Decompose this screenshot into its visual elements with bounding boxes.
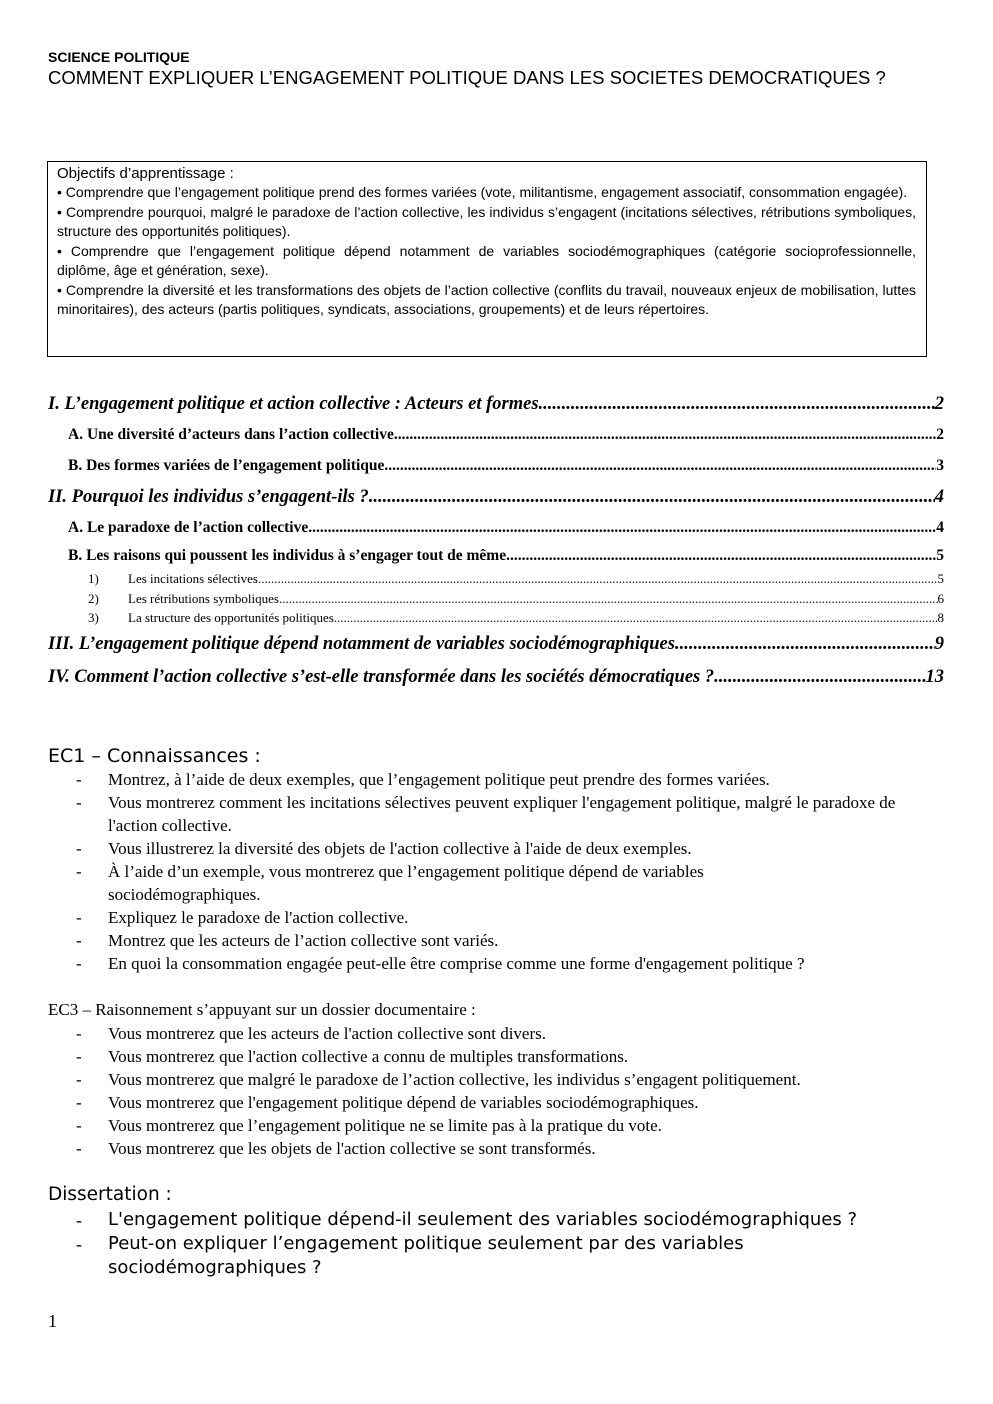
toc-entry-label: La structure des opportunités politiques <box>128 610 334 625</box>
list-dash: - <box>76 862 82 881</box>
toc-leader <box>675 631 935 658</box>
question-text: Montrez, à l’aide de deux exemples, que l’engagement politique peut prendre des formes variées. <box>108 770 770 789</box>
list-item <box>48 1068 948 1091</box>
dissertation-heading: Dissertation : <box>48 1184 172 1205</box>
page-number: 1 <box>48 1311 57 1331</box>
toc-leader <box>539 391 935 418</box>
question-text: Peut-on expliquer l’engagement politique seulement par des variables sociodémographiques ? <box>108 1233 744 1278</box>
question-text: En quoi la consommation engagée peut-elle être comprise comme une forme d'engagement politique ? <box>108 954 805 973</box>
question-text: Vous montrerez que malgré le paradoxe de l’action collective, les individus s’engagent politiquement. <box>108 1070 801 1089</box>
list-item <box>48 791 948 837</box>
question-text: Montrez que les acteurs de l’action collective sont variés. <box>108 931 499 950</box>
list-item <box>48 768 948 791</box>
list-dash: - <box>76 908 82 927</box>
question-text: Vous montrerez que les objets de l'action collective se sont transformés. <box>108 1139 596 1158</box>
toc-page-number: 4 <box>936 519 944 536</box>
toc-entry-label: Les incitations sélectives <box>128 571 258 586</box>
toc-entry-number: 2) <box>88 590 99 606</box>
question-text: Vous montrerez que l'engagement politique dépend de variables sociodémographiques. <box>108 1093 699 1112</box>
ec3-heading: EC3 – Raisonnement s’appuyant sur un dossier documentaire : <box>48 1000 476 1019</box>
toc-entry-label: IV. Comment l’action collective s’est-elle transformée dans les sociétés démocratiques ? <box>48 667 715 687</box>
question-text: L'engagement politique dépend-il seulement des variables sociodémographiques ? <box>108 1209 858 1230</box>
toc-entry-label: B. Des formes variées de l’engagement politique <box>68 457 385 474</box>
toc-entry-label: A. Le paradoxe de l’action collective <box>68 519 309 536</box>
list-item <box>48 906 948 929</box>
toc-page-number: 6 <box>937 590 944 606</box>
question-text: Vous montrerez comment les incitations sélectives peuvent expliquer l'engagement politique, malgré le paradoxe de l'action collective. <box>108 793 896 835</box>
objectives-box <box>47 161 927 357</box>
list-dash: - <box>76 1234 82 1254</box>
list-item <box>48 1137 948 1160</box>
toc-entry-subsection-2[interactable] <box>48 589 944 609</box>
toc-leader <box>506 546 936 566</box>
toc-page-number: 8 <box>937 610 944 625</box>
toc-page-number: 5 <box>937 571 944 586</box>
toc-entry-number: 3) <box>88 610 99 625</box>
list-dash: - <box>76 931 82 950</box>
list-dash: - <box>76 1047 82 1066</box>
toc-page-number: 2 <box>936 426 944 443</box>
toc-entry-label: B. Les raisons qui poussent les individus à s’engager tout de même <box>68 547 507 564</box>
list-dash: - <box>76 954 82 973</box>
subject-label: SCIENCE POLITIQUE <box>48 49 190 65</box>
objective-item: • Comprendre la diversité et les transformations des objets de l’action collective (conflits du travail, nouveaux enjeux de mobilisation, luttes minoritaires), des acteurs (partis politiques, syndicats, associations, groupements) et de leurs répertoires. <box>57 281 916 317</box>
question-text: Vous montrerez que l’engagement politique ne se limite pas à la pratique du vote. <box>108 1116 662 1135</box>
toc-entry-label: I. L’engagement politique et action collective : Acteurs et formes <box>48 394 539 414</box>
objectives-heading: Objectifs d’apprentissage : <box>57 165 234 182</box>
toc-leader <box>258 569 938 588</box>
table-of-contents <box>48 391 944 695</box>
dissertation-question-list <box>48 1208 948 1280</box>
toc-entry-section-2[interactable] <box>48 484 944 515</box>
toc-page-number: 4 <box>934 487 944 507</box>
toc-page-number: 13 <box>925 667 944 687</box>
toc-leader <box>308 515 936 541</box>
list-dash: - <box>76 1139 82 1158</box>
question-text: Expliquez le paradoxe de l'action collective. <box>108 908 409 927</box>
toc-entry-subsection-1[interactable] <box>48 569 944 589</box>
toc-page-number: 5 <box>936 547 944 564</box>
objective-item: • Comprendre que l’engagement politique prend des formes variées (vote, militantisme, engagement associatif, consommation engagée). <box>57 184 908 200</box>
toc-page-number: 3 <box>936 457 944 474</box>
toc-leader <box>394 422 936 448</box>
list-item <box>48 1232 948 1280</box>
list-dash: - <box>76 1116 82 1135</box>
toc-entry-subsection-3[interactable] <box>48 608 944 631</box>
toc-leader <box>714 664 925 691</box>
list-dash: - <box>76 1210 82 1230</box>
toc-leader <box>384 453 936 479</box>
toc-entry-label: III. L’engagement politique dépend notamment de variables sociodémographiques <box>48 634 675 654</box>
toc-entry-label: A. Une diversité d’acteurs dans l’action collective <box>68 426 394 443</box>
toc-entry-section-3[interactable] <box>48 631 944 664</box>
toc-entry-label: II. Pourquoi les individus s’engagent-ils ? <box>48 487 369 507</box>
ec3-question-list <box>48 1022 948 1160</box>
list-item <box>48 929 948 952</box>
toc-page-number: 9 <box>934 634 944 654</box>
toc-entry-section-1b[interactable] <box>48 453 944 484</box>
objective-item: • Comprendre pourquoi, malgré le paradoxe de l’action collective, les individus s’engagent (incitations sélectives, rétributions symboliques, structure des opportunités politiques). <box>57 203 916 239</box>
list-item <box>48 952 948 975</box>
toc-entry-section-1[interactable] <box>48 391 944 422</box>
list-item <box>48 860 948 906</box>
question-text: Vous montrerez que l'action collective a connu de multiples transformations. <box>108 1047 629 1066</box>
list-item <box>48 1208 948 1232</box>
list-dash: - <box>76 793 82 812</box>
toc-entry-section-4[interactable] <box>48 664 944 695</box>
list-item <box>48 837 948 860</box>
list-item <box>48 1022 948 1045</box>
question-text: À l’aide d’un exemple, vous montrerez que l’engagement politique dépend de variables sociodémographiques. <box>108 862 704 904</box>
question-text: Vous illustrerez la diversité des objets de l'action collective à l'aide de deux exemples. <box>108 839 692 858</box>
ec1-heading: EC1 – Connaissances : <box>48 745 261 767</box>
list-dash: - <box>76 1024 82 1043</box>
list-dash: - <box>76 839 82 858</box>
list-dash: - <box>76 1070 82 1089</box>
list-dash: - <box>76 1093 82 1112</box>
toc-entry-section-2b[interactable] <box>48 546 944 569</box>
toc-entry-number: 1) <box>88 571 99 586</box>
toc-leader <box>334 608 938 627</box>
toc-page-number: 2 <box>934 394 944 414</box>
objective-item: • Comprendre que l’engagement politique dépend notamment de variables sociodémographiques (catégorie socioprofessionnelle, diplôme, âge et génération, sexe). <box>57 242 916 278</box>
toc-entry-section-2a[interactable] <box>48 515 944 546</box>
page-title: COMMENT EXPLIQUER L’ENGAGEMENT POLITIQUE DANS LES SOCIETES DEMOCRATIQUES ? <box>48 67 886 88</box>
question-text: Vous montrerez que les acteurs de l'action collective sont divers. <box>108 1024 546 1043</box>
ec1-question-list <box>48 768 948 975</box>
toc-entry-section-1a[interactable] <box>48 422 944 453</box>
toc-leader <box>279 589 938 608</box>
list-item <box>48 1091 948 1114</box>
list-dash: - <box>76 770 82 789</box>
toc-leader <box>369 484 935 511</box>
list-item <box>48 1045 948 1068</box>
toc-entry-label: Les rétributions symboliques <box>128 590 279 606</box>
list-item <box>48 1114 948 1137</box>
